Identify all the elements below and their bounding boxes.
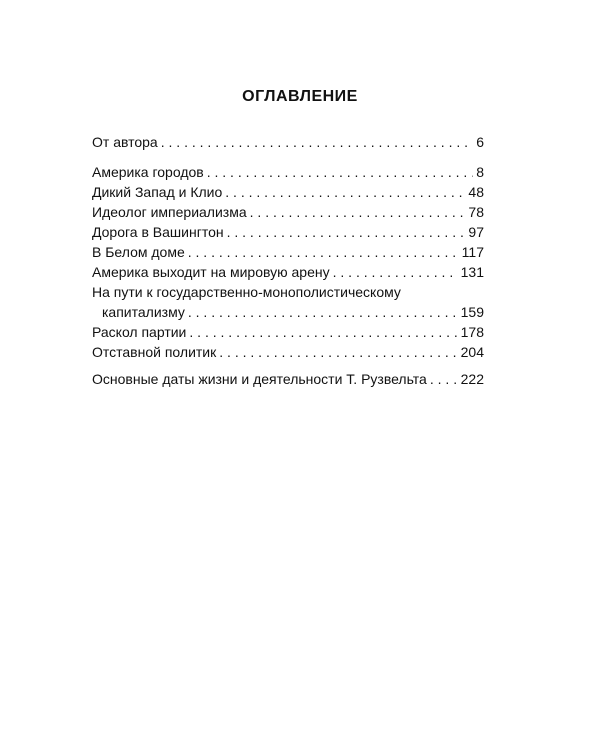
toc-entry-label-line2: капитализму bbox=[102, 304, 185, 320]
toc-entry-label: В Белом доме bbox=[92, 244, 185, 260]
toc-leader-dots bbox=[188, 302, 458, 322]
toc-entry bbox=[92, 222, 484, 242]
toc-leader-dots bbox=[219, 342, 457, 362]
toc-entry-page: 8 bbox=[476, 164, 484, 180]
toc-entry bbox=[92, 342, 484, 362]
toc-entry-label: Америка выходит на мировую арену bbox=[92, 264, 330, 280]
toc-leader-dots bbox=[430, 369, 458, 389]
toc-leader-dots bbox=[207, 162, 473, 182]
toc-entry bbox=[92, 132, 484, 152]
toc-entry-page: 131 bbox=[460, 264, 484, 280]
toc-entry-page: 48 bbox=[468, 184, 484, 200]
toc-entry-label-line1: На пути к государственно-монополистическому bbox=[92, 284, 401, 300]
toc-entry-page: 222 bbox=[460, 371, 484, 387]
toc-entry-label: От автора bbox=[92, 134, 158, 150]
toc-entry-label: Америка городов bbox=[92, 164, 204, 180]
toc-entry bbox=[92, 182, 484, 202]
toc-leader-dots bbox=[250, 202, 466, 222]
toc-entry-page: 178 bbox=[460, 324, 484, 340]
toc-leader-dots bbox=[333, 262, 458, 282]
toc-leader-dots bbox=[225, 182, 465, 202]
toc-entry-page: 6 bbox=[476, 134, 484, 150]
toc-leader-dots bbox=[188, 242, 459, 262]
toc-entry-page: 117 bbox=[461, 244, 484, 260]
toc-entry-page: 204 bbox=[460, 344, 484, 360]
toc-entry bbox=[92, 162, 484, 182]
toc-entry-label: Отставной политик bbox=[92, 344, 217, 360]
toc-entry bbox=[92, 262, 484, 282]
toc-entry bbox=[92, 202, 484, 222]
toc-leader-dots bbox=[161, 132, 473, 152]
toc-entry-page: 97 bbox=[468, 224, 484, 240]
page-title: ОГЛАВЛЕНИЕ bbox=[242, 88, 358, 105]
toc-entry-label: Раскол партии bbox=[92, 324, 187, 340]
table-of-contents bbox=[92, 132, 484, 389]
toc-entry-label: Дорога в Вашингтон bbox=[92, 224, 224, 240]
toc-leader-dots bbox=[227, 222, 466, 242]
toc-entry bbox=[92, 302, 484, 322]
toc-entry-label: Основные даты жизни и деятельности Т. Рузвельта bbox=[92, 371, 427, 387]
toc-entry bbox=[92, 369, 484, 389]
toc-entry-label: Дикий Запад и Клио bbox=[92, 184, 223, 200]
toc-leader-dots bbox=[189, 322, 457, 342]
toc-entry-page: 159 bbox=[460, 304, 484, 320]
toc-entry-page: 78 bbox=[468, 204, 484, 220]
toc-entry bbox=[92, 242, 484, 262]
toc-entry-label: Идеолог империализма bbox=[92, 204, 247, 220]
toc-entry bbox=[92, 322, 484, 342]
